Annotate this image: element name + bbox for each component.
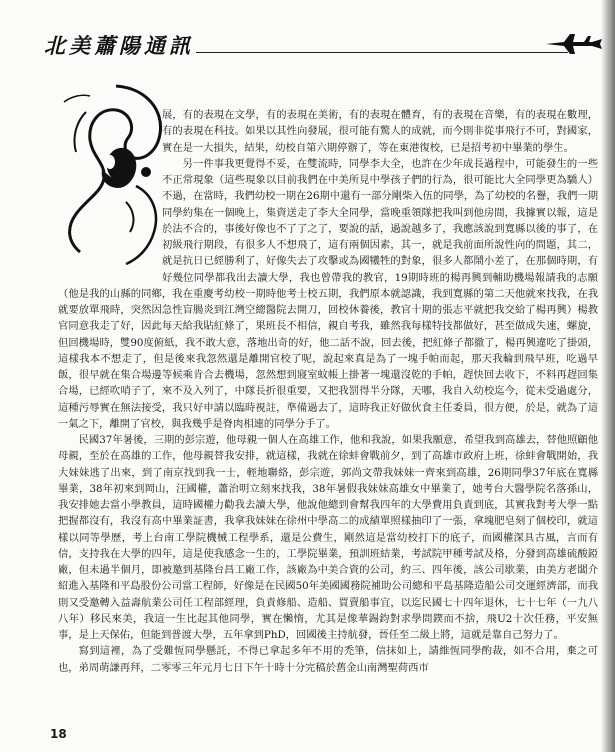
- article-body: [58, 107, 598, 676]
- article-paragraph-3: 民國37年暑後，三期的彭宗遊，他母親一個人在高雄工作，他和我說，如果我願意，希望我到高雄去，替他照顧他母親，至於在高雄的工作，他母親替我安排，就這樣，我就在徐蚌會戰前夕，到了高雄市政府上班，徐蚌會戰開始，我大妹妹逃了出來，到了南京找到我一士，輕地聯絡，彭宗遊，郭尚文帶我妹妹一齊來到高雄，26期同學37年底在寬縣畢業，38年初來到岡山，汪國權，蕭治明立刻來找我，38年暑假我妹妹高雄女中畢業了，她考台大醫學院名落孫山，我安排她去當小學教員，這時國權力勸我去讀大學，他說他總到會幫我四年的大學費用負責到底，其實我對考大學一點把握都沒有，我沒有高中畢業証書，我拿我妹妹在徐州中學高二的成績單照樣抽印了一張，拿塊肥皂刻了個校印，就這樣以同等學歷，考上台南工學院機械工程學系，還是公費生，剛然這是當幼校打下的底子，而國權深具古風，言而有信，支持我在大學的四年，這是使我感念一生的，工學院畢業，預訓班結業，考試院甲種考試及格，分發到高雄硫酸錏廠，但未過半個月，即被邀到基隆台昌工廠工作，該廠為中美合資的公司，約三、四年後，該公司歇業，由美方老闆介紹進入基隆和平島股份公司當工程師，好像是在民國50年美國國務院補助公司總和平島基隆造船公司交運經濟部，而我則又受邀轉入益壽航業公司任工程部經理，負責修船、造船、買賣船事宜，以迄民國七十四年退休，七十七年（一九八八年）移民來美，我這一生比起其他同學，實在懶惰，尤其是像華錫鈞對求學問鍥而不捨，飛U2十次任務，平安無事，是上天保佑，但能到普渡大學，五年拿到PhD，回國後主持航發，晉任至二級上將，這就是靠自己努力了。: [58, 434, 598, 641]
- fighter-jet-icon: [544, 30, 604, 56]
- page-header: [44, 22, 604, 62]
- illustration-wrap-space: [58, 107, 162, 270]
- page-number: 18: [50, 727, 67, 741]
- article-paragraph-1: 展，有的表現在文學，有的表現在美術，有的表現在體育，有的表現在音樂，有的表現在數理，有的表現在科技。如果以其性向發展，很可能有驚人的成就，而今則非從事飛行不可，對國家，實在是一大損失，結果，幼校自第六期停辦了，等在東港復校，已是招考初中畢業的學生。: [162, 109, 598, 154]
- article-paragraph-2: 另一件事我更覺得不妥，在雙流時，同學李大全，也許在少年成長過程中，可能發生的一些不正常現象（這些現象以目前我們在中美所見中學孩子們的行為，很可能比大全同學更為驕人）不過，在當時，我們幼校一期在26期中還有一部分剛柴入伍的同學，為了幼校的名譽，我們一期同學約集在一個晚上，集資送走了李大全同學，當晚重領隊把我叫到他房間，我據實以報，這是於法不合的，事後好像也不了了之了，要說的話，過說越多了，我應該說到寬縣以後的事了，在初級飛行期段，有很多人不想飛了，這有兩個因素，其一，就是我前面所說性向的問題，其二，就是抗日已經勝利了，好像失去了攻擊或為國犧牲的對象，很多人都鬧小差了，在那個時期，有好幾位同學都我出去讀大學，我也曾帶我的教官，19期時班的楊再興到輔助機場報請我的志願（他是我的山縣的同鄉，我在重慶考幼校一期時他考士校五期，我們原本就認識，我到寬縣的第二天他就來找我，在我就要放單飛時，突然因急性盲腸炎到江灣空總醫院去開刀，回校休養後，教官十期的張志平就把我交給了楊再興）楊教官同意我走了好，因此每天給我貼紅條了，果班長不相信，親自考我，雖然我每樣特技都做好，甚至做成失速，螺旋，但回機場時，雙90度俯紙，我不敢大意，落地出奇的好，他二話不說，回去後，把紅條子都撤了，楊再興違吃了掛頭，這樣我本不想走了，但是後來我忽然還是離開官校了呢，說起來真是為了一塊手帕而起，那天我輪到飛早班，吃過早飯，很早就在集合場邊等候乘肯合去機場，忽然想到寢室蚊帳上掛著一塊還沒乾的手帕，趕快回去收下，不料再趕回集合場，已經吹哨子了，來不及入列了，中隊長折很重要，又把我罰得半分隊，天哪，我自入幼校迄今，從未受過處分，這種污辱實在無法接受，我只好申請以臨時視註，準備過去了，這時我正好做伙食主任委員，很方便，於是，就為了這一氣之下，離開了官校，與我幾乎是脊肉相連的同學分手了。: [58, 157, 598, 430]
- article-paragraph-4: 寫到這裡，為了受難恆同學懸託，不得已拿起多年不用的禿筆，信抹如上，請維恆同學酌裁，如不合用，棄之可也，弟周萌謙再拜，二零零三年元月七日下午十時十分完稿於舊金山南灣聖荷西市: [58, 645, 598, 674]
- scan-edge-shadow: [601, 0, 615, 752]
- header-rule: [196, 52, 568, 53]
- masthead-title: 北美蕭陽通訊: [44, 33, 194, 58]
